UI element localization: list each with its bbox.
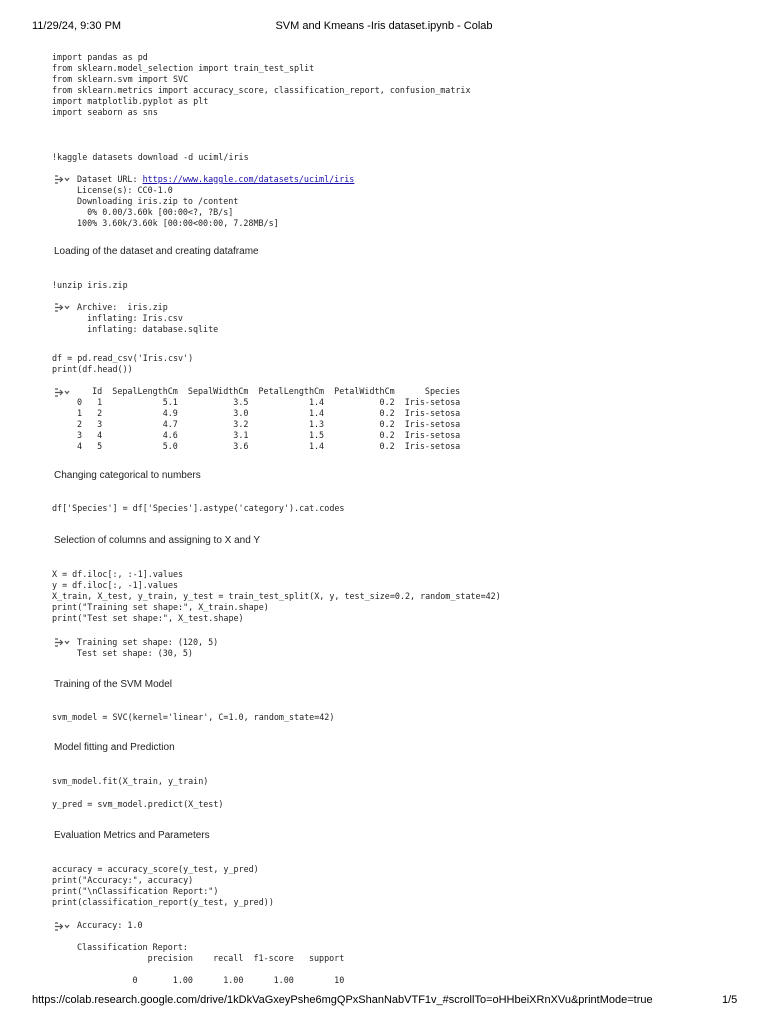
- code-cell-unzip[interactable]: !unzip iris.zip: [52, 280, 128, 290]
- output-toggle-icon[interactable]: [54, 303, 70, 313]
- page-title: SVM and Kmeans -Iris dataset.ipynb - Colab: [275, 20, 493, 32]
- output-toggle-icon[interactable]: [54, 175, 70, 185]
- code-cell-fit[interactable]: svm_model.fit(X_train, y_train): [52, 776, 209, 786]
- code-cell-imports[interactable]: import pandas as pd from sklearn.model_selection import train_test_split from sklearn.svm import SVC from sklearn.metrics import accuracy_score, classification_report, confusion_matrix import matplotlib.pyplot as plt import seaborn as sns: [52, 52, 471, 117]
- markdown-heading-loading-dataset: Loading of the dataset and creating dataframe: [54, 246, 259, 257]
- footer-url: https://colab.research.google.com/drive/1kDkVaGxeyPshe6mgQPxShanNabVTF1v_#scrollTo=oHHbeiXRnXVu&printMode=true: [32, 994, 653, 1006]
- markdown-heading-evaluation: Evaluation Metrics and Parameters: [54, 830, 210, 841]
- code-cell-read-csv[interactable]: df = pd.read_csv('Iris.csv') print(df.head()): [52, 353, 194, 374]
- output-toggle-icon[interactable]: [54, 922, 70, 932]
- code-cell-kaggle-download[interactable]: !kaggle datasets download -d uciml/iris: [52, 152, 249, 162]
- dataset-url-link[interactable]: https://www.kaggle.com/datasets/uciml/iris: [142, 174, 355, 184]
- print-datetime: 11/29/24, 9:30 PM: [32, 20, 122, 32]
- markdown-heading-training: Training of the SVM Model: [54, 679, 173, 690]
- code-cell-evaluation[interactable]: accuracy = accuracy_score(y_test, y_pred) print("Accuracy:", accuracy) print("\nClassification Report:") print(classification_report(y_test, y_pred)): [52, 864, 274, 907]
- output-toggle-icon[interactable]: [54, 388, 70, 398]
- output-toggle-icon[interactable]: [54, 638, 70, 648]
- output-evaluation: Accuracy: 1.0 Classification Report: precision recall f1-score support 0 1.00 1.00 1.00 10: [77, 920, 345, 985]
- markdown-heading-fitting: Model fitting and Prediction: [54, 742, 175, 753]
- code-cell-train-test-split[interactable]: X = df.iloc[:, :-1].values y = df.iloc[:, -1].values X_train, X_test, y_train, y_test = train_test_split(X, y, test_size=0.2, random_state=42) print("Training set shape:", X_train.shape) print("Test set shape:", X_test.shape): [52, 569, 501, 623]
- code-cell-svm-model[interactable]: svm_model = SVC(kernel='linear', C=1.0, random_state=42): [52, 712, 335, 722]
- page-number: 1/5: [722, 994, 738, 1006]
- code-cell-predict[interactable]: y_pred = svm_model.predict(X_test): [52, 799, 224, 809]
- output-dataframe-head: Id SepalLengthCm SepalWidthCm PetalLengthCm PetalWidthCm Species 0 1 5.1 3.5 1.4 0.2 Iris-setosa 1 2 4.9 3.0 1.4 0.2 Iris-setosa 2 3 4.7 3.2 1.3 0.2 Iris-setosa 3 4 4.6 3.1 1.5 0.2 Iris-setosa 4 5 5.0 3.6 1.4 0.2 Iris-setosa: [77, 386, 461, 451]
- output-text: Dataset URL:: [77, 174, 143, 184]
- output-unzip: Archive: iris.zip inflating: Iris.csv inflating: database.sqlite: [77, 302, 219, 334]
- output-text: License(s): CC0-1.0 Downloading iris.zip to /content 0% 0.00/3.60k [00:00<?, ?B/s] 100% 3.60k/3.60k [00:00<00:00, 7.28MB/s]: [77, 185, 279, 228]
- code-cell-species-codes[interactable]: df['Species'] = df['Species'].astype('category').cat.codes: [52, 503, 345, 513]
- output-shapes: Training set shape: (120, 5) Test set shape: (30, 5): [77, 637, 219, 658]
- output-kaggle-download: [77, 174, 354, 229]
- markdown-heading-categorical: Changing categorical to numbers: [54, 470, 201, 481]
- markdown-heading-selection: Selection of columns and assigning to X and Y: [54, 535, 261, 546]
